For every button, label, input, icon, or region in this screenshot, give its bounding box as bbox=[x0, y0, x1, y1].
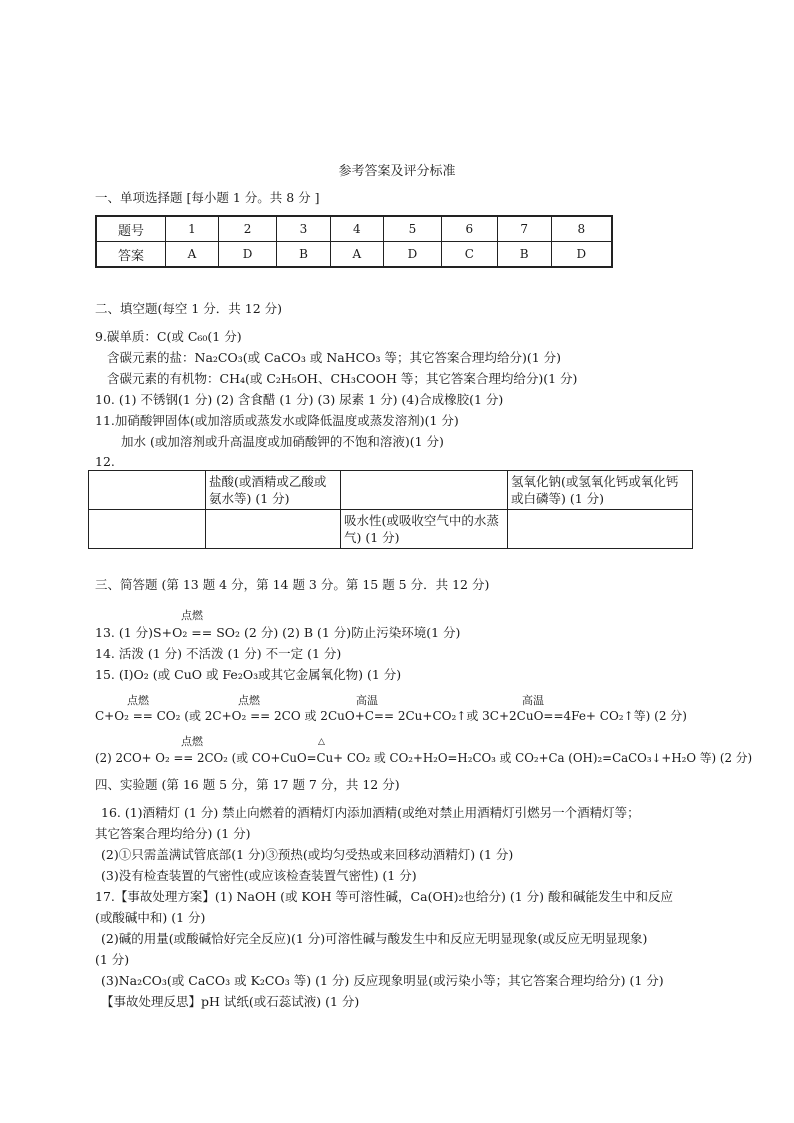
page-title: 参考答案及评分标准 bbox=[338, 164, 456, 179]
table-cell: B bbox=[277, 242, 331, 268]
answer-line: 含碳元素的有机物：CH₄(或 C₂H₅OH、CH₃COOH 等；其它答案合理均给分)(1 分) bbox=[107, 371, 578, 386]
table-cell: 6 bbox=[441, 216, 497, 242]
table-cell: 7 bbox=[497, 216, 551, 242]
answer-line: 含碳元素的盐：Na₂CO₃(或 CaCO₃ 或 NaHCO₃ 等；其它答案合理均给分)(1 分) bbox=[107, 350, 562, 365]
table-cell: 8 bbox=[551, 216, 612, 242]
table-cell: 氢氧化钠(或氢氧化钙或氧化钙或白磷等) (1 分) bbox=[508, 471, 693, 510]
section3-heading: 三、简答题 (第 13 题 4 分，第 14 题 3 分。第 15 题 5 分．共 12 分) bbox=[95, 577, 490, 592]
table-cell bbox=[206, 510, 341, 549]
answer-line: (3)Na₂CO₃(或 CaCO₃ 或 K₂CO₃ 等) (1 分) 反应现象明显(或污染小等；其它答案合理均给分) (1 分) bbox=[101, 973, 664, 988]
answer-line: 【事故处理反思】pH 试纸(或石蕊试液) (1 分) bbox=[101, 994, 360, 1009]
answer-line: (或酸碱中和) (1 分) bbox=[95, 910, 206, 925]
section2-heading: 二、填空题(每空 1 分．共 12 分) bbox=[95, 301, 283, 316]
answer-table bbox=[95, 215, 613, 268]
condition-label: 高温 bbox=[356, 694, 378, 707]
answer-line: C+O₂ == CO₂ (或 2C+O₂ == 2CO 或 2CuO+C== 2Cu+CO₂↑或 3C+2CuO==4Fe+ CO₂↑等) (2 分) bbox=[95, 709, 687, 723]
answer-line: (2)①只需盖满试管底部(1 分)③预热(或均匀受热或来回移动酒精灯) (1 分) bbox=[101, 847, 514, 862]
table-row bbox=[96, 216, 612, 242]
answer-line: 9.碳单质：C(或 C₆₀(1 分) bbox=[95, 329, 242, 344]
answer-line: 其它答案合理均给分) (1 分) bbox=[95, 826, 251, 841]
section1-heading: 一、单项选择题 [每小题 1 分。共 8 分 ] bbox=[95, 190, 320, 205]
answer-line: (3)没有检查装置的气密性(或应该检查装置气密性) (1 分) bbox=[101, 868, 417, 883]
answer-line: 加水 (或加溶剂或升高温度或加硝酸钾的不饱和溶液)(1 分) bbox=[121, 434, 444, 449]
table-cell: D bbox=[218, 242, 276, 268]
answer-line: 12. bbox=[95, 454, 115, 469]
table-cell bbox=[89, 471, 206, 510]
table-cell: D bbox=[383, 242, 441, 268]
row-label: 题号 bbox=[96, 216, 166, 242]
condition-label: 点燃 bbox=[181, 735, 203, 748]
answer-line: 13. (1 分)S+O₂ == SO₂ (2 分) (2) B (1 分)防止污染环境(1 分) bbox=[95, 625, 461, 640]
question12-table bbox=[88, 470, 693, 549]
table-cell: 5 bbox=[383, 216, 441, 242]
answer-line: 15. (I)O₂ (或 CuO 或 Fe₂O₃或其它金属氧化物) (1 分) bbox=[95, 667, 402, 682]
answer-line: (2)碱的用量(或酸碱恰好完全反应)(1 分)可溶性碱与酸发生中和反应无明显现象(或反应无明显现象) bbox=[101, 931, 648, 946]
table-row bbox=[96, 242, 612, 268]
answer-line: 16. (1)酒精灯 (1 分) 禁止向燃着的酒精灯内添加酒精(或绝对禁止用酒精灯引燃另一个酒精灯等； bbox=[101, 805, 640, 820]
table-cell: A bbox=[166, 242, 219, 268]
answer-line: (2) 2CO+ O₂ == 2CO₂ (或 CO+CuO=Cu+ CO₂ 或 CO₂+H₂O=H₂CO₃ 或 CO₂+Ca (OH)₂=CaCO₃↓+H₂O 等) (2 分) bbox=[95, 751, 753, 765]
condition-label: 点燃 bbox=[127, 694, 149, 707]
section4-heading: 四、实验题 (第 16 题 5 分，第 17 题 7 分，共 12 分) bbox=[95, 777, 400, 792]
condition-label: 点燃 bbox=[181, 609, 203, 622]
table-cell: 3 bbox=[277, 216, 331, 242]
answer-line: 11.加硝酸钾固体(或加溶质或蒸发水或降低温度或蒸发溶剂)(1 分) bbox=[95, 413, 459, 428]
table-cell: 2 bbox=[218, 216, 276, 242]
table-cell: B bbox=[497, 242, 551, 268]
answer-line: 14. 活泼 (1 分) 不活泼 (1 分) 不一定 (1 分) bbox=[95, 646, 342, 661]
table-cell: D bbox=[551, 242, 612, 268]
table-row bbox=[89, 510, 693, 549]
table-cell: 1 bbox=[166, 216, 219, 242]
table-cell bbox=[341, 471, 508, 510]
condition-label: 高温 bbox=[522, 694, 544, 707]
table-cell: 盐酸(或酒精或乙酸或氨水等) (1 分) bbox=[206, 471, 341, 510]
table-cell: C bbox=[441, 242, 497, 268]
answer-line: (1 分) bbox=[95, 952, 130, 967]
answer-line: 17.【事故处理方案】(1) NaOH (或 KOH 等可溶性碱，Ca(OH)₂也给分) (1 分) 酸和碱能发生中和反应 bbox=[95, 889, 673, 904]
table-cell: A bbox=[330, 242, 383, 268]
table-cell bbox=[89, 510, 206, 549]
table-cell: 吸水性(或吸收空气中的水蒸气) (1 分) bbox=[341, 510, 508, 549]
table-cell: 4 bbox=[330, 216, 383, 242]
table-row bbox=[89, 471, 693, 510]
answer-line: 10. (1) 不锈钢(1 分) (2) 含食醋 (1 分) (3) 尿素 1 分) (4)合成橡胶(1 分) bbox=[95, 392, 504, 407]
table-cell bbox=[508, 510, 693, 549]
row-label: 答案 bbox=[96, 242, 166, 268]
heat-symbol: △ bbox=[318, 737, 325, 747]
condition-label: 点燃 bbox=[238, 694, 260, 707]
